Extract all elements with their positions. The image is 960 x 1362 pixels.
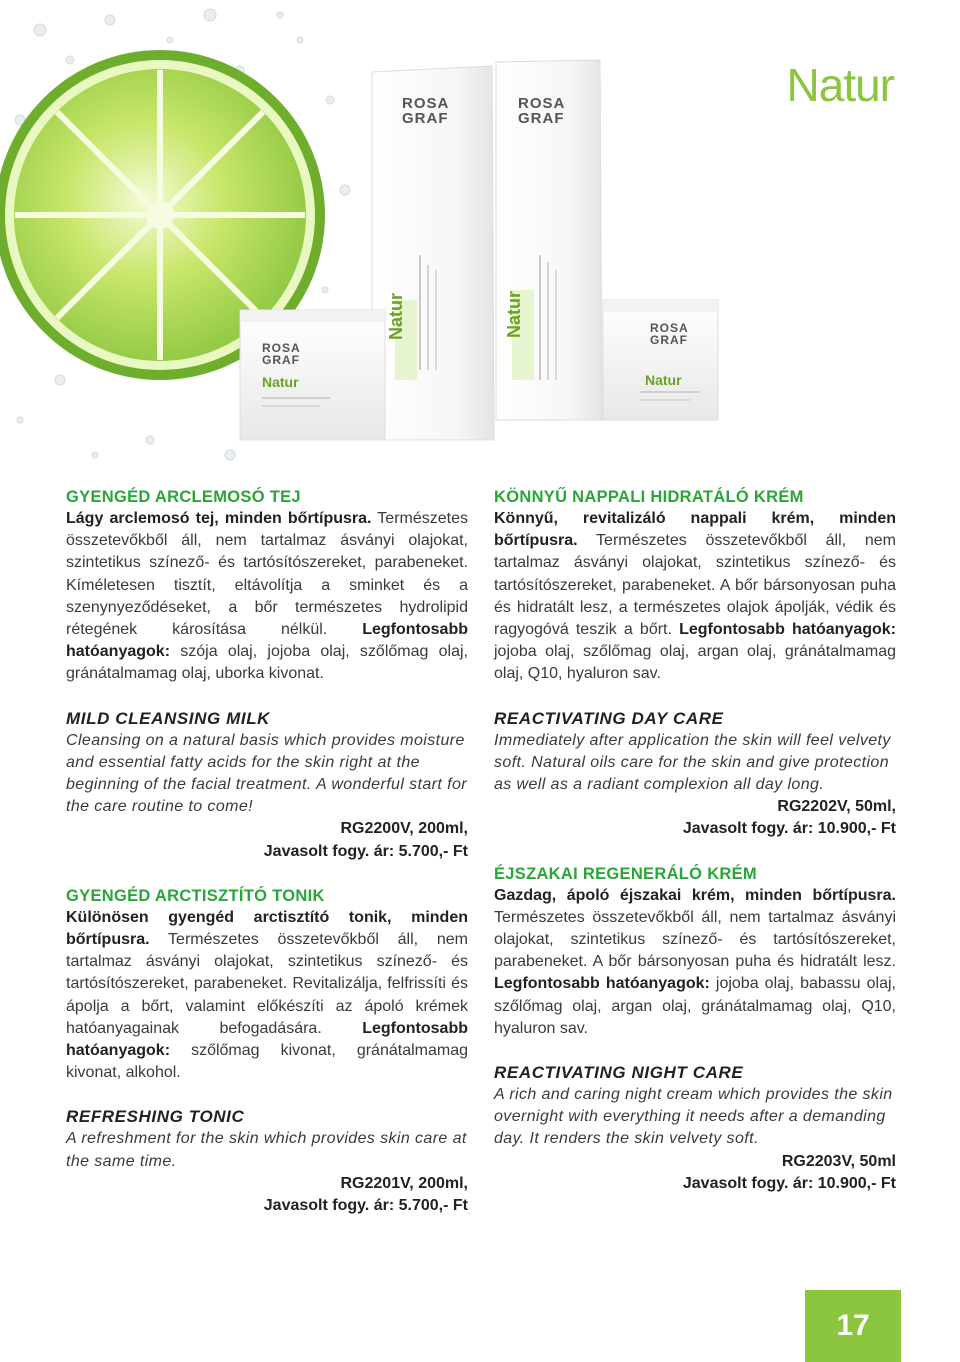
right-column: [494, 486, 896, 1195]
product-price: Javasolt fogy. ár: 5.700,- Ft: [263, 1197, 468, 1215]
product-section-cleansing-milk: [66, 486, 468, 863]
left-column: [66, 486, 468, 1217]
product-title-en: REFRESHING TONIC: [66, 1107, 245, 1127]
product-code: RG2202V, 50ml,: [777, 798, 896, 816]
page-title: Natur: [786, 59, 894, 111]
brand-logo: ROSA GRAF: [262, 341, 301, 367]
product-section-tonic: [66, 885, 468, 1217]
product-description-en: A rich and caring night cream which provides the skin overnight with everything it needs after a demanding day. It renders the skin velvety soft.: [494, 1086, 893, 1148]
brand-logo: ROSA GRAF: [518, 95, 566, 127]
product-description-hu: Különösen gyengéd arctisztító tonik, minden bőrtípusra. Természetes összetevőkből áll, nem tartalmaz ásványi olajokat, szintetikus színező- és tartósítószereket, parabeneket. Revitalizálja, felfrissíti és ápolja a bőrt, valamint előkészíti az ápoló krémek hatóanyagainak befogadására. Legfontosabb hatóanyagok: szőlőmag kivonat, gránátalmamag kivonat, alkohol.: [66, 908, 468, 1082]
product-title-en: REACTIVATING NIGHT CARE: [494, 1063, 744, 1083]
product-description-en: Immediately after application the skin will feel velvety soft. Natural oils care for the skin and give protection as well as a radiant complexion all day long.: [494, 731, 891, 794]
box-product-label: Natur: [262, 374, 299, 390]
product-description-hu: Gazdag, ápoló éjszakai krém, minden bőrtípusra. Természetes összetevőkből áll, nem tartalmaz ásványi olajokat, szintetikus színező- és tartósítószereket, parabeneket. A bőr bársonyosan puha és hidratált lesz. Legfontosabb hatóanyagok: jojoba olaj, babassu olaj, szőlőmag olaj, argan olaj, gránátalmamag olaj, Q10, hyaluron sav.: [494, 886, 896, 1037]
spacer: [66, 863, 468, 885]
spacer: [494, 841, 896, 863]
product-title-hu: ÉJSZAKAI REGENERÁLÓ KRÉM: [494, 864, 757, 883]
product-code: RG2200V, 200ml,: [340, 820, 468, 838]
product-code: RG2201V, 200ml,: [340, 1174, 468, 1192]
product-section-night-cream: [494, 863, 896, 1195]
box-product-label: Natur: [386, 292, 406, 340]
product-description-en: Cleansing on a natural basis which provides moisture and essential fatty acids for the skin right at the beginning of the facial treatment. A wonderful start for the care routine to come!: [66, 731, 467, 816]
product-title-hu: GYENGÉD ARCTISZTÍTÓ TONIK: [66, 886, 325, 905]
product-jar-night-cream: [603, 300, 718, 420]
box-product-label: Natur: [645, 372, 682, 388]
product-title-hu: KÖNNYŰ NAPPALI HIDRATÁLÓ KRÉM: [494, 488, 804, 506]
product-title-en: MILD CLEANSING MILK: [66, 708, 271, 728]
product-description-hu: Könnyű, revitalizáló nappali krém, minden bőrtípusra. Természetes összetevőkből áll, nem tartalmaz ásványi olajokat, szintetikus színező- és tartósítószereket, parabeneket. A bőr bársonyosan puha és hidratált lesz, a természetes olajok ápolják, védik és ragyogóvá teszik a bőrt. Legfontosabb hatóanyagok: jojoba olaj, szőlőmag olaj, argan olaj, gránátalmamag olaj, Q10, hyaluron sav.: [494, 510, 896, 683]
product-description-hu: Lágy arclemosó tej, minden bőrtípusra. Természetes összetevőkből áll, nem tartalmaz ásványi olajokat, szintetikus színező- és tartósítószereket, parabeneket. Kíméletesen tisztít, eltávolítja a sminket és a szenynyeződéseket, a bőr természetes hydrolipid rétegének károsítása nélkül. Legfontosabb hatóanyagok: szója olaj, jojoba olaj, szőlőmag olaj, gránátalmamag olaj, uborka kivonat.: [66, 510, 469, 683]
product-price: Javasolt fogy. ár: 10.900,- Ft: [682, 820, 896, 838]
product-price: Javasolt fogy. ár: 5.700,- Ft: [263, 842, 468, 860]
brand-logo: ROSA GRAF: [650, 321, 689, 347]
product-code: RG2203V, 50ml: [781, 1152, 896, 1170]
product-description-en: A refreshment for the skin which provides skin care at the same time.: [66, 1130, 467, 1170]
product-title-en: REACTIVATING DAY CARE: [494, 708, 724, 728]
hero-image: [0, 0, 960, 470]
brand-logo: ROSA GRAF: [402, 95, 450, 127]
box-product-label: Natur: [504, 290, 524, 338]
product-section-day-cream: [494, 486, 896, 841]
product-title-hu: GYENGÉD ARCLEMOSÓ TEJ: [66, 488, 301, 506]
page-number: 17: [805, 1290, 901, 1362]
product-price: Javasolt fogy. ár: 10.900,- Ft: [682, 1174, 896, 1192]
